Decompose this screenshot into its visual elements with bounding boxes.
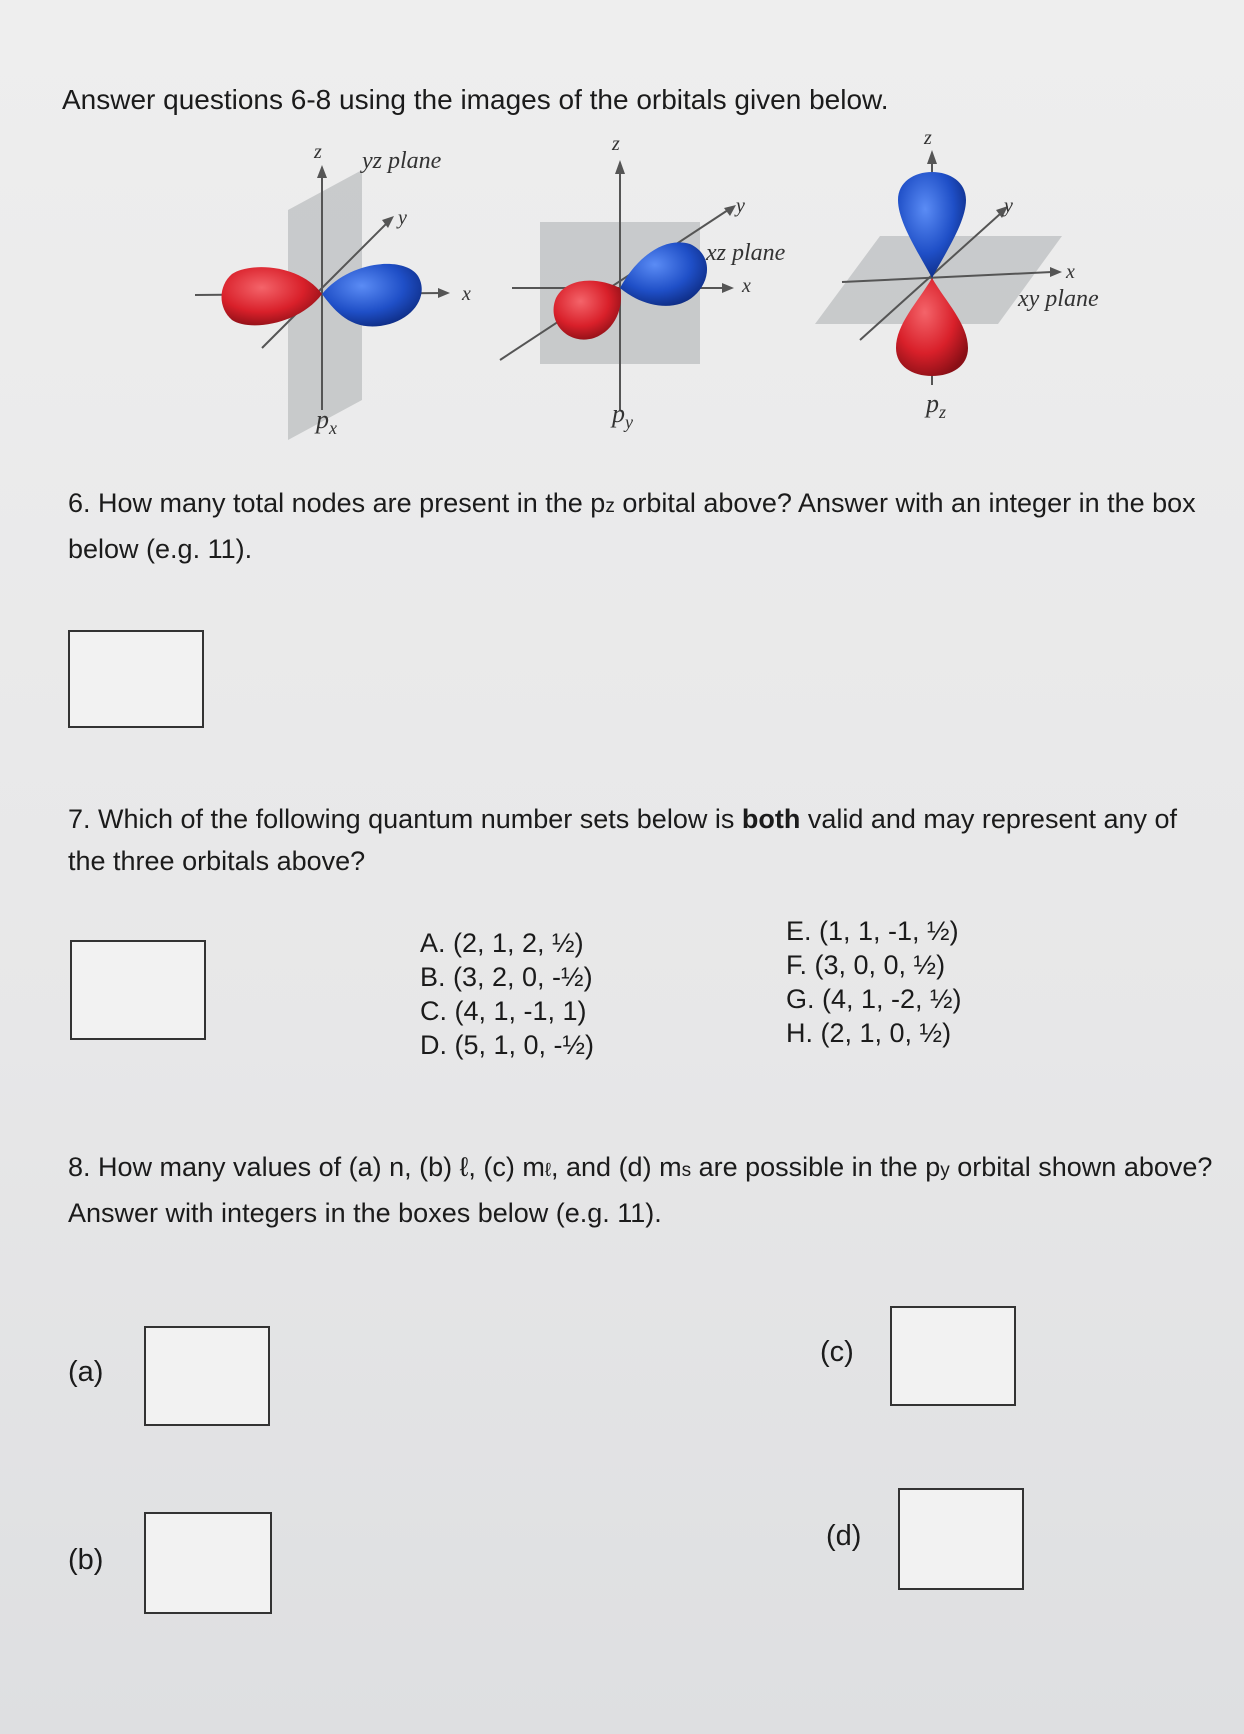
py-x-label: x	[742, 275, 751, 297]
label-a: (a)	[68, 1356, 104, 1388]
question-6: 6. How many total nodes are present in the pz orbital above? Answer with an integer in the box below (e.g. 11).	[68, 488, 1196, 564]
px-y-label: y	[398, 207, 407, 229]
option-b: B. (3, 2, 0, -½)	[420, 962, 593, 992]
q8a-answer-box[interactable]	[144, 1326, 270, 1426]
q8d-answer-box[interactable]	[898, 1488, 1024, 1590]
label-d: (d)	[826, 1520, 862, 1552]
label-c: (c)	[820, 1336, 854, 1368]
orbital-figure	[0, 0, 1244, 460]
q6-answer-box[interactable]	[68, 630, 204, 728]
option-c: C. (4, 1, -1, 1)	[420, 996, 587, 1026]
px-x-label: x	[462, 283, 471, 305]
px-z-label: z	[314, 141, 322, 163]
px-plane-label: yz plane	[362, 148, 442, 174]
pz-z-label: z	[924, 127, 932, 149]
label-b: (b)	[68, 1544, 104, 1576]
option-a: A. (2, 1, 2, ½)	[420, 928, 584, 958]
pz-label: $p_z$	[926, 389, 947, 422]
intro-text: Answer questions 6-8 using the images of the orbitals given below.	[62, 84, 889, 115]
question-7: 7. Which of the following quantum number sets below is both valid and may represent any of the three orbitals above?	[68, 804, 1178, 876]
option-d: D. (5, 1, 0, -½)	[420, 1030, 595, 1060]
question-8: 8. How many values of (a) n, (b) ℓ, (c) mℓ, and (d) ms are possible in the py orbital shown above? Answer with integers in the boxes below (e.g. 11).	[68, 1152, 1213, 1228]
py-plane-label: xz plane	[706, 240, 786, 266]
py-orbital	[500, 133, 786, 432]
option-h: H. (2, 1, 0, ½)	[786, 1018, 952, 1048]
px-label: $p_x$	[316, 405, 337, 438]
pz-plane-label: xy plane	[1018, 286, 1099, 312]
q8b-answer-box[interactable]	[144, 1512, 272, 1614]
pz-y-label: y	[1004, 195, 1013, 217]
option-f: F. (3, 0, 0, ½)	[786, 950, 946, 980]
px-orbital	[195, 141, 471, 440]
py-label: $p_y$	[612, 399, 633, 432]
q7-answer-box[interactable]	[70, 940, 206, 1040]
pz-x-label: x	[1066, 261, 1075, 283]
pz-orbital	[815, 127, 1099, 422]
option-e: E. (1, 1, -1, ½)	[786, 916, 959, 946]
q8c-answer-box[interactable]	[890, 1306, 1016, 1406]
py-y-label: y	[736, 195, 745, 217]
option-g: G. (4, 1, -2, ½)	[786, 984, 962, 1014]
py-z-label: z	[612, 133, 620, 155]
